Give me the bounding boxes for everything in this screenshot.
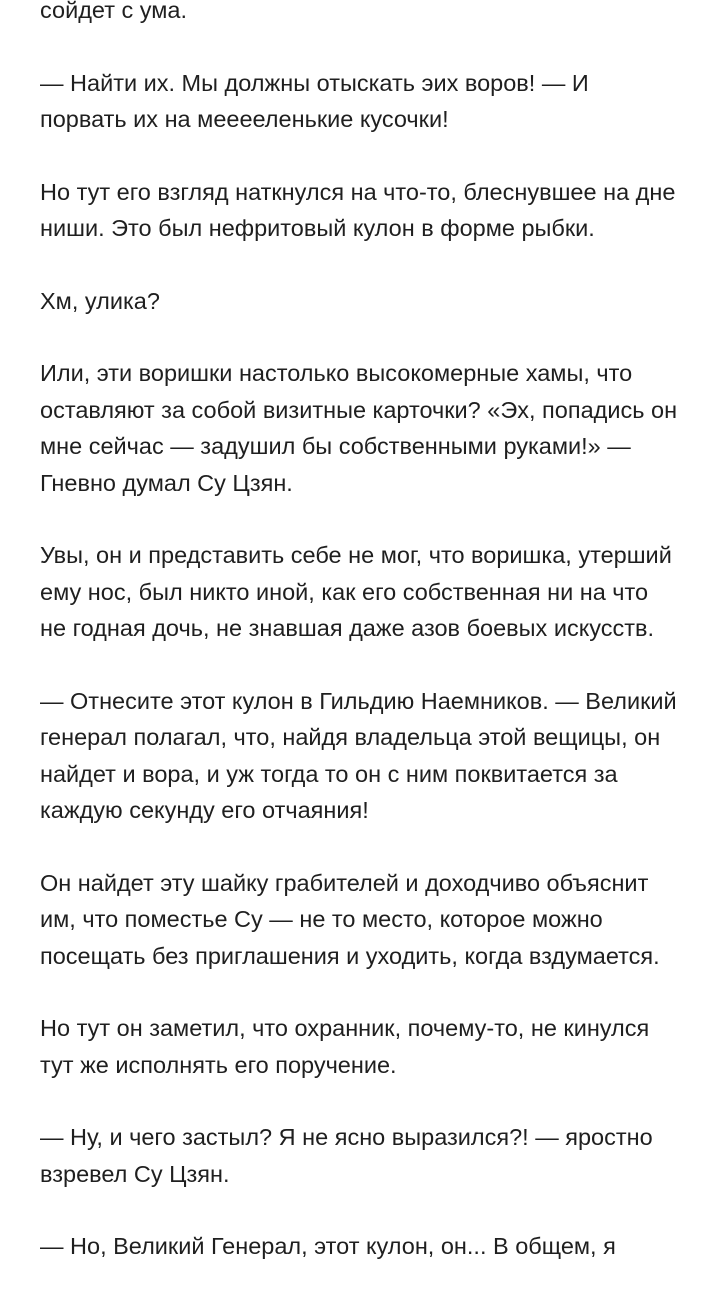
- paragraph: Или, эти воришки настолько высокомерные хамы, что оставляют за собой визитные карточки? «Эх, попадись он мне сейчас — задушил бы собственными руками!» — Гневно думал Су Цзян.: [40, 360, 678, 496]
- paragraph: — Но, Великий Генерал, этот кулон, он... В общем, я: [40, 1233, 616, 1259]
- paragraph: Увы, он и представить себе не мог, что воришка, утерший ему нос, был никто иной, как его собственная ни на что не годная дочь, не знавшая даже азов боевых искусств.: [40, 542, 672, 641]
- paragraph: Он найдет эту шайку грабителей и доходчиво объяснит им, что поместье Су — не то место, которое можно посещать без приглашения и уходить, когда вздумается.: [40, 869, 660, 969]
- paragraph: — Отнесите этот кулон в Гильдию Наемников. — Великий генерал полагал, что, найдя владельца этой вещицы, он найдет и вора, и уж тогда то он с ним поквитается за каждую секунду его отчаяния!: [40, 687, 677, 823]
- paragraph: — Ну, и чего застыл? Я не ясно выразился?! — яростно взревел Су Цзян.: [40, 1124, 653, 1187]
- paragraph: Но тут он заметил, что охранник, почему-то, не кинулся тут же исполнять его поручение.: [40, 1015, 650, 1078]
- paragraph: Но тут его взгляд наткнулся на что-то, блеснувшее на дне ниши. Это был нефритовый кулон в форме рыбки.: [40, 178, 676, 241]
- story-text: [40, 0, 680, 1301]
- paragraph: — Найти их. Мы должны отыскать эих воров! — И порвать их на мееееленькие кусочки!: [40, 69, 589, 132]
- paragraph: сойдет с ума.: [40, 0, 188, 23]
- paragraph: Хм, улика?: [40, 287, 160, 314]
